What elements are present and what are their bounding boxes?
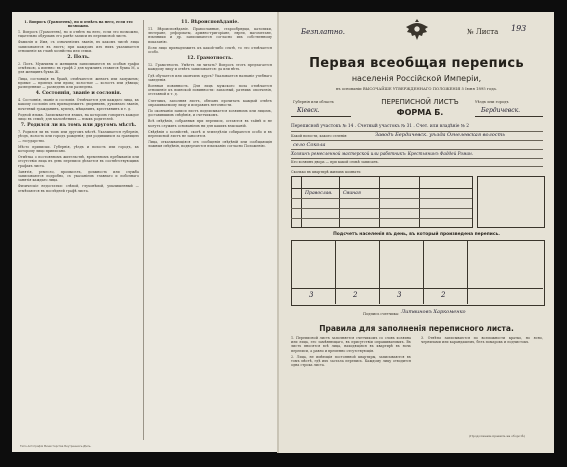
side-note-text [479,179,541,182]
instruction-paragraph: Всѣ свѣдѣнія, собранныя при переписи, остаются въ тайнѣ и не могутъ служить основаніемъ ни для какихъ взысканій. [148,119,272,128]
table-cell-value: Свиная [343,191,361,196]
parish-value: Заводъ Бердичевск. уѣзда Огнелевская волость [375,132,506,138]
count-value: 2 [353,291,358,299]
imperial-eagle-icon [402,16,432,46]
section-heading: 1. Вопросъ (Грамотенъ), но и отвѣтъ на него, если это возможно. [24,20,133,28]
rule-paragraph: 1. Переписной листъ заполняется счетчикомъ со словъ хозяина или лица, его замѣняющаго, въ присутствіи опрашиваемыхъ. Въ листъ вносятся всѣ лица, находящіяся въ квартирѣ въ ночь переписи, а равно и временно отсутствующія. [291,336,411,353]
rule [291,140,543,141]
rule [291,158,543,159]
instruction-paragraph: 2. Полъ. Мужчины и женщины записываются въ особыя графы отмѣткою, а именно: въ графѣ 2 для мужчинъ ставится буква М, а для женщинъ буква Ж. [18,62,139,75]
household-note: Кто хозяинъ двора — при какой семьѣ записанъ. [291,160,379,164]
table-line [291,288,543,289]
sheet-title: ПЕРЕПИСНОЙ ЛИСТЪ [381,98,459,106]
decree-line: въ основаніи ВЫСОЧАЙШЕ УТВЕРЖДЕННАГО ПОЛОЖЕНІЯ 5 Іюня 1895 года. [335,86,498,91]
instruction-paragraph: Занятія, ремесло, промыселъ, должность или служба записываются подробно, съ указаніемъ главнаго и побочнаго занятія каждаго лица. [18,169,139,183]
table-line [467,240,468,304]
count-value: 3 [397,291,402,299]
table-cell-religion: Православ. [305,191,333,196]
instruction-paragraph: Если лицо принадлежитъ къ какой-либо сектѣ, то это отмѣчается особо. [148,45,272,55]
instruction-paragraph: 1. Вопросъ (Грамотенъ), но и отвѣтъ на него, если это возможно, тщательно обдумавъ его ранѣе записи въ переписной листъ. [18,30,139,39]
section-heading: 11. Вѣроисповѣданіе. [181,20,239,25]
table-line [379,240,380,304]
instruction-paragraph: Гдѣ обучается или окончилъ курсъ? Указывается названіе учебнаго заведенія. [148,73,272,82]
form-title: ФОРМА Б. [396,108,444,117]
instruction-paragraph: Фамилія и Имя, съ означеніемъ званія, въ какомъ числѣ лица записываются въ листъ; при каждомъ изъ нихъ указывается отношеніе къ главѣ хозяйства или семьи. [18,40,139,53]
page-title: Первая всеобщая перепись [309,56,524,71]
table-line [379,176,380,227]
instruction-paragraph: 4. Состоянія, званіе и сословія. Отмѣчается для каждаго лица, къ какому сословію онъ принадлежитъ: дворянинъ, духовнаго званія, почетный гражданинъ, купецъ, мѣщанинъ, крестьянинъ и т. д. [18,98,139,111]
instruction-paragraph: Счетчикъ, заполняя листъ, обязанъ прочитать каждый отвѣтъ опрашиваемому лицу и исправить неточности. [148,98,272,107]
free-label: Безплатно. [301,28,345,36]
rule [291,166,543,167]
instruction-paragraph: Отмѣтка о постоянномъ жительствѣ, временномъ пребываніи или отсутствіи лица въ день переписи дѣлается въ соотвѣтствующихъ графахъ листа. [18,155,139,168]
district-value: Бердичевск. [481,107,521,114]
rules-title: Правила для заполненія переписного листа. [319,324,514,333]
section-heading: 2. Полъ. [67,55,90,61]
province-label: Губернія или область [293,100,334,104]
section-heading: 12. Грамотность. [187,56,233,62]
rule [291,116,351,117]
instruction-paragraph: Физическіе недостатки: слѣпой, глухонѣмой, умалишенный — отмѣчаются въ послѣдней графѣ листа. [18,184,139,193]
instruction-paragraph: Лица, отказывающіяся отъ сообщенія свѣдѣній или сообщающія ложныя свѣдѣнія, подвергаются взысканію согласно Положенію. [148,140,272,149]
householder-line: Хозяинъ ремесленной мастерской или работникъ: Крестьянинъ Фаддей Роман. [291,151,474,156]
side-note-box [477,176,545,228]
sheet-number-value: 193 [511,24,527,33]
instruction-paragraph: Мѣсто приписки. Губернія, уѣздъ и волость или городъ, къ которому лицо приписано. [18,144,139,154]
instruction-paragraph: Лица, состоящія въ бракѣ, отмѣчаются: женатъ или замужемъ; вдовые — вдовецъ или вдова; холостые — холостъ или дѣвица; разведенные — разведенъ или разведена. [18,76,139,90]
instruction-paragraph: 11. Вѣроисповѣданіе. Православные, старообрядцы, католики, лютеране, реформаты, армяно-григоріане, евреи, магометане, язычники и др. записываются согласно ихъ собственному показанію. [148,27,272,44]
parish-label: Какой волости, какого селенія: [291,134,348,138]
table-line [419,176,420,227]
enumeration-line: Переписной участокъ № 14 . Счетный участокъ № 31 . Счет. или владѣніе № 2 [291,124,469,129]
page-subtitle: населенія Россійской Имперіи, [351,74,482,83]
province-value: Кіевск. [297,107,320,114]
instructions-column-2 [148,18,272,442]
column-divider [143,20,144,440]
household-table [291,176,473,228]
signature-value: Литвиновъ Харкоменко [401,309,466,315]
signature-label: Подпись счетчика: [363,312,400,316]
rooms-question: Сколько въ квартирѣ жилыхъ комнатъ: [291,170,362,174]
table-line [301,176,302,227]
table-line [291,218,472,219]
instruction-paragraph: Военная повинность. Для лицъ мужского пола отмѣчается отношеніе къ воинской повинности: запасный, ратникъ ополченія, отставной и т. д. [148,84,272,97]
rule [475,116,543,117]
instruction-paragraph: Родной языкъ. Записывается языкъ, на которомъ говоритъ каждое лицо въ семьѣ; для малолѣтнихъ — языкъ родителей. [18,112,139,122]
sheet-number-label: № Листа [467,28,499,36]
right-page-census-form [279,12,554,453]
table-line [291,188,472,189]
table-line [291,198,472,199]
rule [291,149,543,150]
table-line [423,240,424,304]
table-line [339,176,340,227]
instruction-paragraph: Свѣдѣнія о хозяйствѣ, скотѣ и земледѣліи собираются особо и въ переписной листъ не заносятся. [148,129,272,139]
left-page-instructions [12,12,278,452]
rule-paragraph: 3. Отвѣты записываются по возможности кратко, но ясно, чернилами или карандашемъ, безъ помарокъ и подчистокъ. [421,336,543,345]
count-value: 2 [441,291,446,299]
count-heading: Подсчетъ населенія въ день, въ который произведена перепись. [333,232,500,237]
instruction-paragraph: 7. Родился ли въ томъ или другомъ мѣстѣ. Указывается губернія, уѣздъ, волость или городъ рожденія; для родившихся за границею — государство. [18,130,139,143]
instructions-column-1 [18,18,139,442]
rules-column-left [291,336,411,436]
printer-footer: Типо-литографія Министерства Внутреннихъ Дѣлъ. [20,445,92,448]
instruction-paragraph: По окончаніи записи листъ подписывается хозяиномъ или лицомъ, доставившимъ свѣдѣнія, и счетчикомъ. [148,109,272,118]
district-label: Уѣздъ или городъ [475,100,509,104]
table-line [291,208,472,209]
table-line [335,240,336,304]
continuation-note: (Продолженіе правилъ на оборотѣ) [469,434,525,438]
section-heading: 7. Родился ли въ томъ или другомъ мѣстѣ. [20,123,137,129]
population-count-table [291,240,545,306]
count-value: 3 [309,291,314,299]
rules-column-right [421,336,543,432]
section-heading: 4. Состоянія, званіе и сословія. [35,91,122,97]
instruction-paragraph: 12. Грамотность. Умѣетъ ли читать? Вопросъ этотъ предлагается каждому лицу и отвѣтъ записывается: да или нѣтъ. [148,63,272,72]
village-value: село Сокола [293,142,326,148]
rule-paragraph: 2. Лица, не имѣющія постоянной квартиры, записываются въ томъ мѣстѣ, гдѣ ихъ застала перепись. Каждому лицу отводится одна строка листа. [291,354,411,368]
